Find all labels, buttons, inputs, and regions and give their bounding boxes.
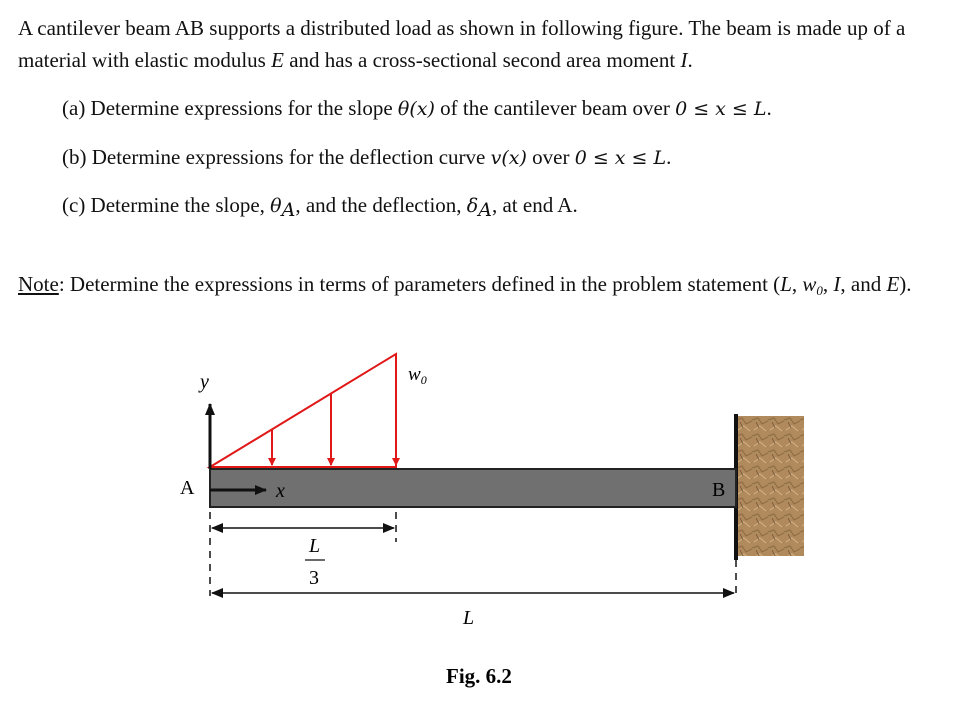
- part-a-label: (a) Determine expressions for the slope: [62, 96, 398, 120]
- intro-text-3: .: [687, 48, 693, 72]
- note-param-l: L: [780, 272, 792, 296]
- part-c-theta-sub: A: [281, 199, 296, 221]
- part-a-math: θ(x): [397, 98, 435, 120]
- dim-short-numerator: L: [309, 535, 321, 557]
- end-a-label: A: [180, 477, 195, 499]
- load-label: $w_0$: [408, 364, 427, 387]
- part-b-label: (b) Determine expressions for the deflection curve: [62, 145, 491, 169]
- part-c-delta: δ: [466, 195, 479, 217]
- var-i: I: [680, 48, 688, 72]
- part-b-math: v(x): [490, 147, 527, 169]
- part-c-delta-sub: A: [478, 199, 492, 221]
- dim-short-denominator: 3: [309, 567, 319, 589]
- part-c-mid: , and the deflection,: [295, 193, 467, 217]
- part-c-label: (c) Determine the slope,: [62, 193, 271, 217]
- figure-caption: Fig. 6.2: [446, 664, 512, 688]
- load-distribution: [210, 354, 396, 467]
- problem-statement: [18, 12, 963, 76]
- y-axis-label: y: [200, 371, 209, 393]
- part-c: [62, 190, 578, 221]
- intro-text-1: A cantilever beam AB supports a distributed load as shown in following figure. The beam is made up of a material with elastic modulus: [18, 16, 906, 72]
- wall-support: [738, 416, 804, 556]
- dim-long-label: L: [463, 607, 475, 629]
- note-sep: ,: [791, 272, 803, 296]
- part-c-theta: θ: [270, 195, 282, 217]
- part-c-end: , at end A.: [491, 193, 578, 217]
- note-label: Note: [18, 272, 59, 296]
- note-param-w: w: [802, 272, 817, 296]
- part-b-tail: over: [526, 145, 575, 169]
- note-param-i: I: [833, 272, 841, 296]
- part-b: [62, 142, 671, 173]
- part-a-end: .: [766, 96, 772, 120]
- x-axis-label: x: [276, 480, 285, 502]
- part-a: [62, 93, 772, 124]
- note-param-e: E: [886, 272, 900, 296]
- note-sep: , and: [840, 272, 887, 296]
- note-sep: ,: [822, 272, 834, 296]
- beam: [210, 469, 736, 507]
- beam-figure: [0, 340, 973, 706]
- note-paragraph: [18, 268, 963, 300]
- part-b-end: .: [666, 145, 672, 169]
- var-e: E: [271, 48, 284, 72]
- part-a-range: 0 ≤ x ≤ L: [675, 98, 767, 120]
- note-param-w-sub: 0: [816, 283, 823, 298]
- part-a-tail: of the cantilever beam over: [434, 96, 676, 120]
- part-b-range: 0 ≤ x ≤ L: [574, 147, 667, 169]
- note-text-1: : Determine the expressions in terms of parameters defined in the problem statement (: [58, 272, 781, 296]
- end-b-label: B: [712, 479, 726, 501]
- note-text-2: ).: [899, 272, 912, 296]
- intro-text-2: and has a cross-sectional second area moment: [283, 48, 681, 72]
